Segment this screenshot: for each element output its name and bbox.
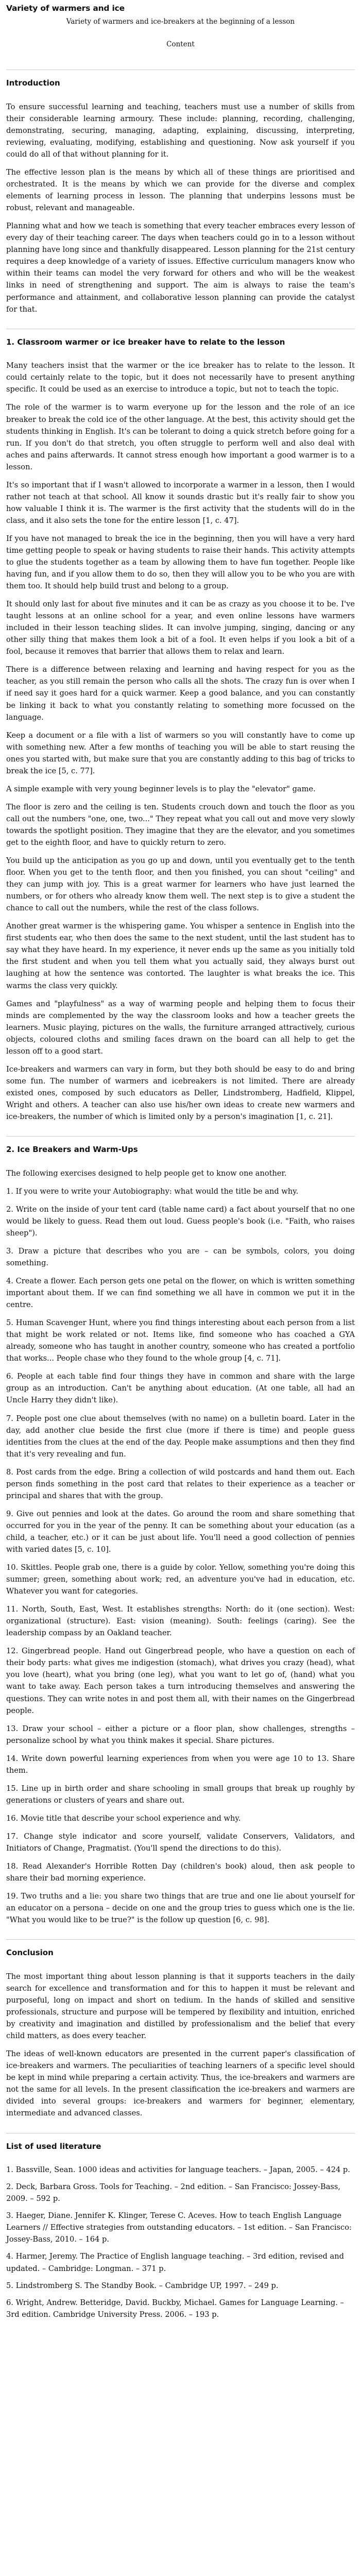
section-paragraph: 13. Draw your school – either a picture or a floor plan, show challenges, strengths – personalize school by what you think makes it special. Share pictures.	[6, 1724, 355, 1745]
document-subtitle: Variety of warmers and ice-breakers at the beginning of a lesson	[66, 18, 295, 26]
section-paragraph: 10. Skittles. People grab one, there is a guide by color. Yellow, something you're doing this summer; green, something about work; red, an adventure you've had in education, etc. Whatever you want for categories.	[6, 1563, 355, 1596]
section-paragraph: 14. Write down powerful learning experiences from when you were age 10 to 13. Share them.	[6, 1754, 355, 1775]
section-paragraph: Another great warmer is the whispering game. You whisper a sentence in English into the first students ear, who then does the same to the next student, until the last student has to say what they have heard. In my experience, it never ends up the same as you initially told the first student and when you tell them what you actually said, they always burst out laughing at how the sentence was contorted. The laughter is what breaks the ice. This warms the class very quickly.	[6, 922, 355, 990]
section-paragraph: 1. If you were to write your Autobiography: what would the title be and why.	[6, 1187, 299, 1196]
contents-label: Content	[166, 40, 195, 48]
section-paragraph: 2. Write on the inside of your tent card (table name card) a fact about yourself that no one would be likely to guess. Read them out loud. Guess people's book (i.e. "Faith, who raises sheep").	[6, 1205, 355, 1238]
section-paragraph: The floor is zero and the ceiling is ten. Students crouch down and touch the floor as you call out the numbers "one, one, two..." They repeat what you call out and move very slowly towards the spotlight position. They imagine that they are the elevator, and you sometimes get to the eighth floor, and have to quickly return to zero.	[6, 802, 355, 847]
reference-item: 6. Wright, Andrew. Betteridge, David. Buckby, Michael. Games for Language Learning. – 3rd edition. Cambridge University Press. 2006. – 193 p.	[6, 2298, 344, 2319]
section-heading: Conclusion	[6, 1948, 54, 1958]
section-paragraph: The effective lesson plan is the means by which all of these things are prioritised and orchestrated. It is the means by which we can provide for the diverse and complex elements of learning process in lesson. The planning that underpins lessons must be robust, relevant and manageable.	[6, 168, 355, 213]
reference-item: 4. Harmer, Jeremy. The Practice of English language teaching. – 3rd edition, revised and updated. – Cambridge: Longman. – 371 p.	[6, 2252, 344, 2273]
section-paragraph: The ideas of well-known educators are presented in the current paper's classification of ice-breakers and warmers. The peculiarities of teaching learners of a specific level should be kept in mind while preparing a certain activity. Thus, the ice-breakers and warmers are not the same for all levels. In the present classification the ice-breakers and warmers are divided into several groups: ice-breakers and warmers for beginner, elementary, intermediate and advanced classes.	[6, 2049, 355, 2118]
reference-item: 5. Lindstromberg S. The Standby Book. – Cambridge UP, 1997. – 249 p.	[6, 2281, 279, 2290]
sections-container	[6, 70, 355, 2119]
document-title: Variety of warmers and ice	[6, 4, 125, 13]
document-section	[6, 1939, 355, 2119]
section-divider	[6, 1939, 355, 1940]
section-paragraph: 9. Give out pennies and look at the dates. Go around the room and share something that occurred for you in the year of the penny. It can be something about your education (as a child, a teacher, etc.) or it can be just about life. You'll need a good collection of pennies with varied dates [5, с. 10].	[6, 1509, 355, 1554]
section-paragraph: 7. People post one clue about themselves (with no name) on a bulletin board. Later in the day, add another clue beside the first clue (more if there is time) and people guess identities from the clues at the end of the day. People make assumptions and then they find that it's very revealing and fun.	[6, 1414, 355, 1459]
section-paragraph: 5. Human Scavenger Hunt, where you find things interesting about each person from a list that might be work related or not. Items like, find someone who has coached a GYA already, someone who has taught in another country, someone who has created a portfolio that works... People chase who they found to the whole group [4, с. 71].	[6, 1318, 355, 1363]
section-paragraph: Keep a document or a file with a list of warmers so you will constantly have to come up with something new. After a few months of teaching you will be able to start reusing the ones you started with, but make sure that you are constantly adding to this bag of tricks to break the ice [5, с. 77].	[6, 731, 355, 775]
section-paragraph: Ice-breakers and warmers can vary in form, but they both should be easy to do and bring some fun. The number of warmers and icebreakers is not limited. There are already existed ones, composed by such educators as Deller, Lindstromberg, Hadfield, Klippel, Wright and others. A teacher can also use his/her own ideas to create new warmers and ice-breakers, the number of which is limited only by a person's imagination [1, с. 21].	[6, 1064, 355, 1121]
section-paragraph: If you have not managed to break the ice in the beginning, then you will have a very hard time getting people to speak or having students to raise their hands. This activity attempts to glue the students together as a team by allowing them to have fun together. People like having fun, and if you allow them to do so, then they will allow you to be who you are with them too. It should help build trust and belong to a group.	[6, 534, 355, 591]
section-paragraph: 16. Movie title that describe your school experience and why.	[6, 1814, 241, 1823]
section-heading: 1. Classroom warmer or ice breaker have to relate to the lesson	[6, 337, 285, 347]
section-paragraph: To ensure successful learning and teaching, teachers must use a number of skills from their considerable learning armoury. These include: planning, recording, challenging, demonstrating, securing, managing, adapting, explaining, discussing, interpreting, reviewing, evaluating, modifying, establishing and questioning. Now ask yourself if you could do all of that without planning for it.	[6, 102, 355, 159]
section-paragraph: 4. Create a flower. Each person gets one petal on the flower, on which is written something important about them. If we can find something we all have in common we put it in the centre.	[6, 1277, 355, 1310]
reference-item: 3. Haeger, Diane. Jennifer K. Klinger, Terese C. Aceves. How to teach English Language Learners // Effective strategies from outstanding educators. – 1st edition. – San Francisco: Jossey-Bass, 2010. – 164 p.	[6, 2211, 352, 2244]
section-paragraph: Planning what and how we teach is something that every teacher embraces every lesson of every day of their teaching career. The days when teachers could go in to a lesson without planning have long since and thankfully disappeared. Lesson planning for the 21st century requires a deep knowledge of a variety of issues. Effective curriculum managers know who within their teams can model the very forward for others and who will be the weakest links in need of strengthening and support. The aim is always to raise the team's performance and attainment, and collaborative lesson planning can provide the catalyst for that.	[6, 222, 355, 314]
section-paragraph: 18. Read Alexander's Horrible Rotten Day (children's book) aloud, then ask people to share their bad morning experience.	[6, 1862, 355, 1883]
section-paragraph: It should only last for about five minutes and it can be as crazy as you choose it to be. I've taught lessons at an online school for a year, and even online lessons have warmers included in their lesson teaching slides. It can involve jumping, singing, dancing or any other silly thing that makes them look a bit of a fool. It even helps if you look a bit of a fool, because it removes that barrier that allows them to relax and learn.	[6, 600, 355, 656]
section-paragraph: Many teachers insist that the warmer or the ice breaker has to relate to the lesson. It could certainly relate to the topic, but it does not necessarily have to present anything specific. It could be used as an exercise to introduce a topic, but not to teach the topic.	[6, 361, 355, 394]
document-section	[6, 1136, 355, 1926]
document-section	[6, 70, 355, 315]
document-page	[0, 2, 361, 2320]
section-paragraph: It's so important that if I wasn't allowed to incorporate a warmer in a lesson, then I would rather not teach at that school. All know it sounds drastic but it's really fair to show you how valuable I think it is. The warmer is the first activity that the students will do in the class, and it also sets the tone for the entire lesson [1, с. 47].	[6, 480, 355, 525]
section-paragraph: Games and "playfulness" as a way of warming people and helping them to focus their minds are complemented by the way the classroom looks and how a teacher greets the learners. Music playing, pictures on the walls, the furniture arranged attractively, curious objects, coloured cloths and smiling faces drawn on the board can all help to get the lesson off to a good start.	[6, 999, 355, 1056]
document-section	[6, 329, 355, 1123]
section-paragraph: 8. Post cards from the edge. Bring a collection of wild postcards and hand them out. Each person finds something in the post card that relates to their experience as a teacher or principal and shares that with the group.	[6, 1467, 355, 1500]
reference-item: 2. Deck, Barbara Gross. Tools for Teaching. – 2nd edition. – San Francisco: Jossey-Bass, 2009. – 592 p.	[6, 2182, 341, 2204]
section-paragraph: The most important thing about lesson planning is that it supports teachers in the daily search for excellence and transformation and for this to happen it must be relevant and purposeful, long on impact and short on tedium. In the hands of skilled and sensitive professionals, structure and purpose will be tempered by flexibility and intuition, enriched by creativity and imagination and distilled by professionalism and the belief that every child matters, as does every teacher.	[6, 1972, 355, 2041]
section-paragraph: A simple example with very young beginner levels is to play the "elevator" game.	[6, 784, 316, 793]
section-paragraph: 3. Draw a picture that describes who you are – can be symbols, colors, you doing something.	[6, 1246, 355, 1267]
section-heading: Introduction	[6, 78, 60, 88]
section-divider	[6, 1136, 355, 1137]
section-heading: 2. Ice Breakers and Warm-Ups	[6, 1145, 138, 1155]
references-list	[6, 2164, 355, 2320]
section-paragraph: 17. Change style indicator and score yourself, validate Conservers, Validators, and Initiators of Change, Pragmatist. (You'll spend the directions to do this).	[6, 1832, 355, 1853]
section-paragraph: 12. Gingerbread people. Hand out Gingerbread people, who have a question on each of their body parts: what gives me indigestion (stomach), what drives you crazy (head), what you love (heart), what you bring (one leg), what you want to let go of, (hand) what you want to take away. Each person takes a turn introducing themselves and answering the questions. They can write notes in and post them all, with their names on the Gingerbread people.	[6, 1647, 355, 1715]
section-paragraph: There is a difference between relaxing and learning and having respect for you as the teacher, as you still remain the person who calls all the shots. The crazy fun is over when I if need say it goes hard for a quick warmer. Keep a good balance, and you can constantly be linking it back to what you constantly relating to something more focussed on the language.	[6, 665, 355, 722]
section-paragraph: 6. People at each table find four things they have in common and share with the large group as an introduction. Can't be anything about education. (At one table, all had an Uncle Harry they didn't like).	[6, 1372, 355, 1405]
section-paragraph: 19. Two truths and a lie: you share two things that are true and one lie about yourself for an educator on a persona – decide on one and the group tries to guess which one is the lie. "What you would like to be true?" is the follow up question [6, с. 98].	[6, 1892, 355, 1925]
references-section	[6, 2133, 355, 2320]
reference-item: 1. Bassville, Sean. 1000 ideas and activities for language teachers. – Japan, 2005. – 424 p.	[6, 2165, 350, 2175]
section-paragraph: 11. North, South, East, West. It establishes strengths: North: do it (one section). West: organizational (structure). East: vision (meaning). South: feelings (caring). See the leadership compass by an Oakland teacher.	[6, 1605, 355, 1638]
section-paragraph: The following exercises designed to help people get to know one another.	[6, 1168, 287, 1178]
section-paragraph: 15. Line up in birth order and share schooling in small groups that break up roughly by generations or clusters of years and share out.	[6, 1784, 355, 1805]
references-heading: List of used literature	[6, 2141, 101, 2151]
section-paragraph: The role of the warmer is to warm everyone up for the lesson and the role of an ice breaker to break the cold ice of the other language. At the best, this activity should get the students thinking in English. It's can be tolerant to doing a quick stretch before going for a run. If you don't do that stretch, you often struggle to perform well and also deal with aches and pains afterwards. It cannot stress enough how important a good warmer is to a lesson.	[6, 403, 355, 471]
section-paragraph: You build up the anticipation as you go up and down, until you eventually get to the tenth floor. When you get to the tenth floor, and then you finished, you can shout "ceiling" and they can jump with joy. This is a great warmer for learners who have just learned the numbers, or for others who already know them well. The next step is to give a student the chance to call out the numbers, while the rest of the class follows.	[6, 856, 355, 913]
